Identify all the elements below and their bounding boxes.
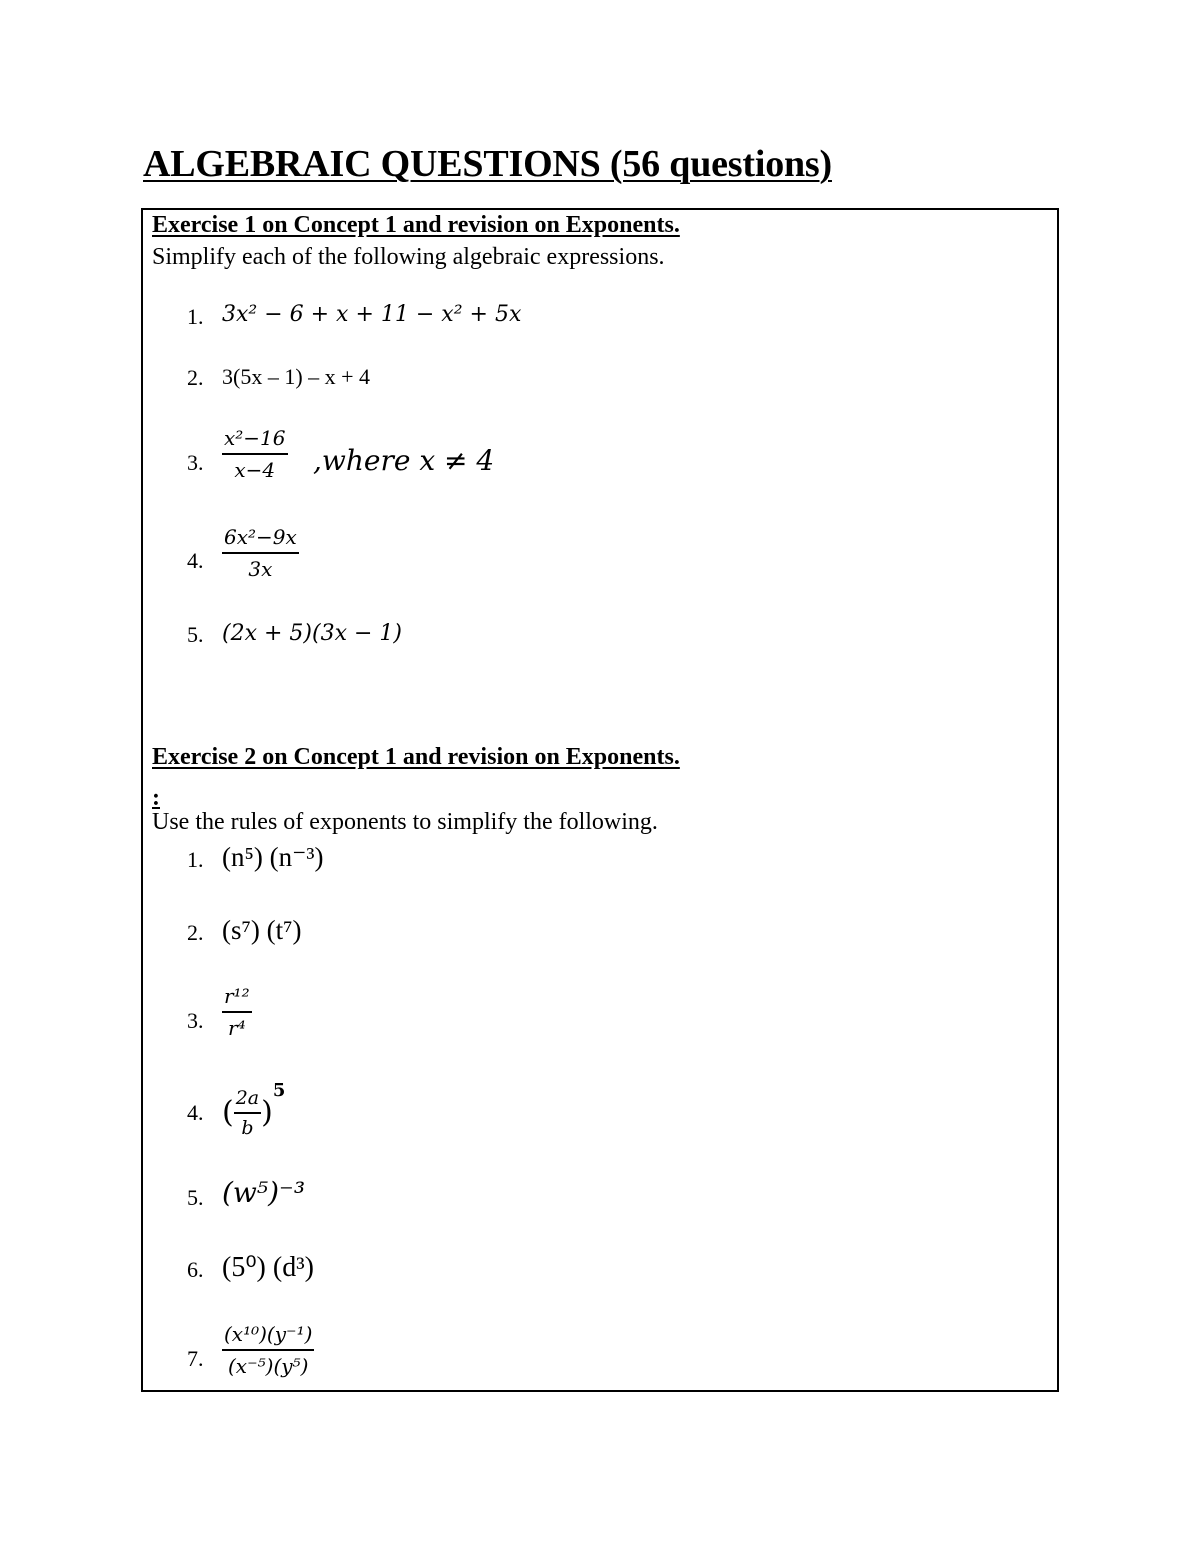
exercise-1-heading: Exercise 1 on Concept 1 and revision on Exponents. xyxy=(152,212,680,238)
ex1-item-4-number: 4. xyxy=(187,548,204,573)
exponent: 5 xyxy=(272,1080,286,1101)
fraction xyxy=(234,1087,261,1139)
ex2-item-2-number: 2. xyxy=(187,920,204,945)
fraction-denominator: x−4 xyxy=(234,458,276,482)
exercise-2-instruction: Use the rules of exponents to simplify the following. xyxy=(152,809,658,835)
fraction xyxy=(222,525,299,581)
ex1-item-5-expression: (2x + 5)(3x − 1) xyxy=(222,621,402,646)
fraction-denominator: r⁴ xyxy=(228,1016,246,1040)
ex1-item-2-number: 2. xyxy=(187,365,204,390)
ex1-item-5-number: 5. xyxy=(187,622,204,647)
fraction xyxy=(222,426,288,482)
exercise-1-instruction: Simplify each of the following algebraic expressions. xyxy=(152,244,665,270)
ex2-item-2-expression: (s⁷) (t⁷) xyxy=(222,915,302,945)
fraction-numerator: r¹² xyxy=(222,984,252,1013)
ex2-item-6-number: 6. xyxy=(187,1257,204,1282)
ex2-item-5-number: 5. xyxy=(187,1185,204,1210)
close-paren: ) xyxy=(261,1095,273,1130)
fraction-numerator: x²−16 xyxy=(222,426,288,455)
ex2-item-4-number: 4. xyxy=(187,1100,204,1125)
ex2-item-4-expression xyxy=(222,1080,285,1139)
ex1-item-2-expression: 3(5x – 1) – x + 4 xyxy=(222,364,371,389)
ex2-item-6-expression: (5⁰) (d³) xyxy=(222,1252,314,1283)
ex2-item-7-number: 7. xyxy=(187,1346,204,1371)
ex1-item-3-condition: ,where x ≠ 4 xyxy=(313,444,495,477)
fraction xyxy=(222,984,252,1040)
ex2-item-5-expression: (w⁵)⁻³ xyxy=(222,1176,306,1209)
fraction xyxy=(222,1322,314,1378)
exercise-2-heading: Exercise 2 on Concept 1 and revision on Exponents. xyxy=(152,744,680,770)
ex1-item-3-fraction xyxy=(222,426,288,482)
stray-colon: : xyxy=(152,785,160,811)
fraction-denominator: b xyxy=(241,1116,254,1139)
ex2-item-3-number: 3. xyxy=(187,1008,204,1033)
fraction-denominator: (x⁻⁵)(y⁵) xyxy=(228,1354,309,1378)
ex2-item-3-fraction xyxy=(222,984,252,1040)
ex2-item-1-expression: (n⁵) (n⁻³) xyxy=(222,842,324,872)
fraction-numerator: (x¹⁰)(y⁻¹) xyxy=(222,1322,314,1351)
ex2-item-1-number: 1. xyxy=(187,847,204,872)
ex1-item-3-number: 3. xyxy=(187,450,204,475)
page-title: ALGEBRAIC QUESTIONS (56 questions) xyxy=(143,143,832,185)
open-paren: ( xyxy=(222,1095,234,1130)
ex2-item-7-fraction xyxy=(222,1322,314,1378)
fraction-numerator: 6x²−9x xyxy=(222,525,299,554)
ex1-item-4-fraction xyxy=(222,525,299,581)
ex1-item-1-expression: 3x² − 6 + x + 11 − x² + 5x xyxy=(222,302,522,327)
ex1-item-1-number: 1. xyxy=(187,304,204,329)
fraction-denominator: 3x xyxy=(248,557,273,581)
fraction-numerator: 2a xyxy=(234,1087,261,1114)
